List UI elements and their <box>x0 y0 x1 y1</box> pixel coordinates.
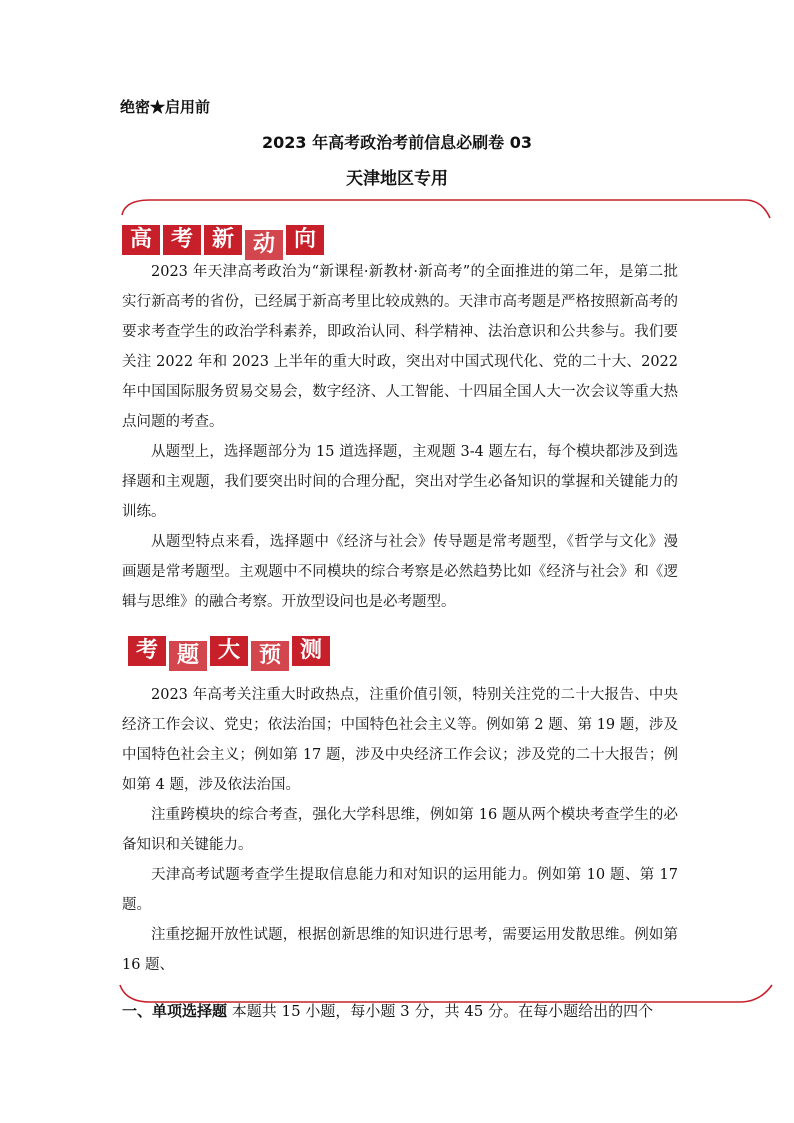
banner-char: 测 <box>292 636 330 666</box>
confidential-label: 绝密★启用前 <box>120 98 211 116</box>
paragraph: 天津高考试题考查学生提取信息能力和对知识的运用能力。例如第 10 题、第 17 题。 <box>122 867 678 913</box>
banner-char: 考 <box>163 225 201 255</box>
banner-char: 大 <box>210 636 248 666</box>
banner-char: 预 <box>251 641 289 671</box>
section-new-trends-body <box>122 257 678 617</box>
paragraph: 注重跨模块的综合考查，强化大学科思维，例如第 16 题从两个模块考查学生的必备知识和关键能力。 <box>122 807 678 853</box>
paragraph: 2023 年高考关注重大时政热点，注重价值引领，特别关注党的二十大报告、中央经济工作会议、党史；依法治国；中国特色社会主义等。例如第 2 题、第 19 题，涉及中国特色社会主义；例如第 17 题，涉及中央经济工作会议；涉及党的二十大报告；例如第 4 题，涉及依法治国。 <box>122 687 678 793</box>
paragraph: 从题型特点来看，选择题中《经济与社会》传导题是常考题型，《哲学与文化》漫画题是常考题型。主观题中不同模块的综合考察是必然趋势比如《经济与社会》和《逻辑与思维》的融合考察。开放型设问也是必考题型。 <box>122 534 678 610</box>
section-exam-forecast-body <box>122 680 678 980</box>
paragraph: 注重挖掘开放性试题，根据创新思维的知识进行思考，需要运用发散思维。例如第 16 题、 <box>122 927 678 973</box>
banner-new-trends <box>122 225 324 255</box>
banner-char: 向 <box>286 225 324 255</box>
paragraph: 2023 年天津高考政治为“新课程·新教材·新高考”的全面推进的第二年，是第二批实行新高考的省份，已经属于新高考里比较成熟的。天津市高考题是严格按照新高考的要求考查学生的政治学科素养，即政治认同、科学精神、法治意识和公共参与。我们要关注 2022 年和 2023 上半年的重大时政，突出对中国式现代化、党的二十大、2022 年中国国际服务贸易交易会，数字经济、人工智能、十四届全国人大一次会议等重大热点问题的考查。 <box>122 264 678 430</box>
banner-char: 高 <box>122 225 160 255</box>
section-instructions: 本题共 15 小题，每小题 3 分，共 45 分。在每小题给出的四个 <box>227 1002 654 1020</box>
paragraph: 从题型上，选择题部分为 15 道选择题，主观题 3-4 题左右，每个模块都涉及到选择题和主观题，我们要突出时间的合理分配，突出对学生必备知识的掌握和关键能力的训练。 <box>122 444 678 520</box>
frame-top-border <box>122 200 770 218</box>
section-label: 一、单项选择题 <box>122 1002 228 1020</box>
question-section-heading <box>122 1000 682 1021</box>
banner-char: 新 <box>204 225 242 255</box>
banner-exam-forecast <box>128 636 330 666</box>
page-title: 2023 年高考政治考前信息必刷卷 03 <box>262 133 532 152</box>
banner-char: 动 <box>245 230 283 260</box>
banner-char: 考 <box>128 636 166 666</box>
banner-char: 题 <box>169 641 207 671</box>
page-subtitle: 天津地区专用 <box>346 169 448 189</box>
